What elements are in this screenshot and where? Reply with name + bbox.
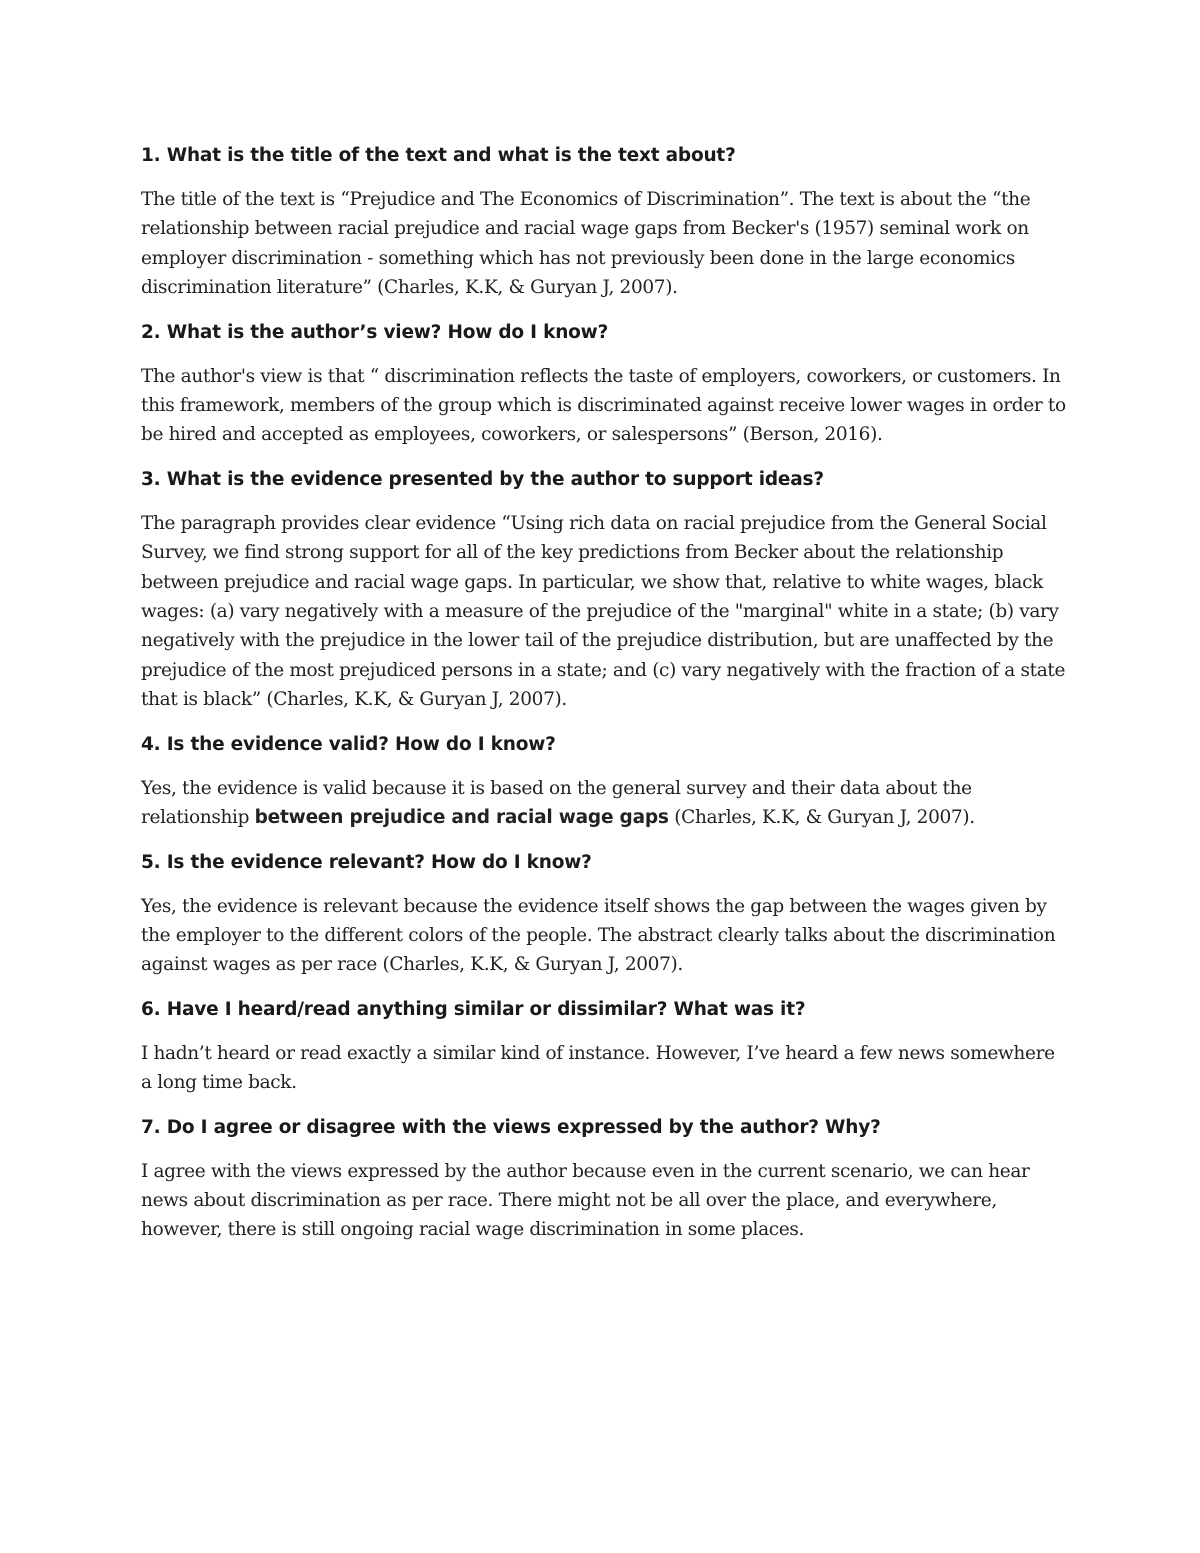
question-7-heading: 7. Do I agree or disagree with the views expressed by the author? Why?	[141, 1116, 881, 1138]
document-body	[141, 141, 1066, 1260]
answer-4-text-start: Yes, the evidence is valid because it is based on the general survey and their data about the relationship	[141, 777, 972, 829]
question-5-heading: 5. Is the evidence relevant? How do I know?	[141, 851, 592, 873]
answer-4-paragraph	[141, 774, 1066, 833]
answer-7-paragraph: I agree with the views expressed by the author because even in the current scenario, we can hear news about discrimination as per race. There might not be all over the place, and everywhere, however, there is still ongoing racial wage discrimination in some places.	[141, 1160, 1030, 1241]
answer-3-paragraph: The paragraph provides clear evidence “Using rich data on racial prejudice from the General Social Survey, we find strong support for all of the key predictions from Becker about the relationship between prejudice and racial wage gaps. In particular, we show that, relative to white wages, black wages: (a) vary negatively with a measure of the prejudice of the "marginal" white in a state; (b) vary negatively with the prejudice in the lower tail of the prejudice distribution, but are unaffected by the prejudice of the most prejudiced persons in a state; and (c) vary negatively with the fraction of a state that is black” (Charles, K.K, & Guryan J, 2007).	[141, 512, 1066, 711]
answer-2-paragraph: The author's view is that “ discrimination reflects the taste of employers, coworkers, or customers. In this framework, members of the group which is discriminated against receive lower wages in order to be hired and accepted as employees, coworkers, or salespersons” (Berson, 2016).	[141, 365, 1066, 446]
question-2-heading: 2. What is the author’s view? How do I know?	[141, 321, 609, 343]
question-6-heading: 6. Have I heard/read anything similar or dissimilar? What was it?	[141, 998, 806, 1020]
answer-5-paragraph: Yes, the evidence is relevant because the evidence itself shows the gap between the wages given by the employer to the different colors of the people. The abstract clearly talks about the discrimination against wages as per race (Charles, K.K, & Guryan J, 2007).	[141, 895, 1056, 976]
question-1-heading: 1. What is the title of the text and what is the text about?	[141, 145, 736, 166]
answer-4-bold-phrase: between prejudice and racial wage gaps	[254, 807, 669, 829]
question-3-heading: 3. What is the evidence presented by the author to support ideas?	[141, 468, 824, 490]
question-4-heading: 4. Is the evidence valid? How do I know?	[141, 733, 556, 755]
answer-6-paragraph: I hadn’t heard or read exactly a similar kind of instance. However, I’ve heard a few news somewhere a long time back.	[141, 1042, 1055, 1094]
answer-4-text-end: (Charles, K.K, & Guryan J, 2007).	[668, 807, 975, 829]
answer-1-paragraph: The title of the text is “Prejudice and The Economics of Discrimination”. The text is about the “the relationship between racial prejudice and racial wage gaps from Becker's (1957) seminal work on employer discrimination - something which has not previously been done in the large economics discrimination literature” (Charles, K.K, & Guryan J, 2007).	[141, 189, 1031, 299]
